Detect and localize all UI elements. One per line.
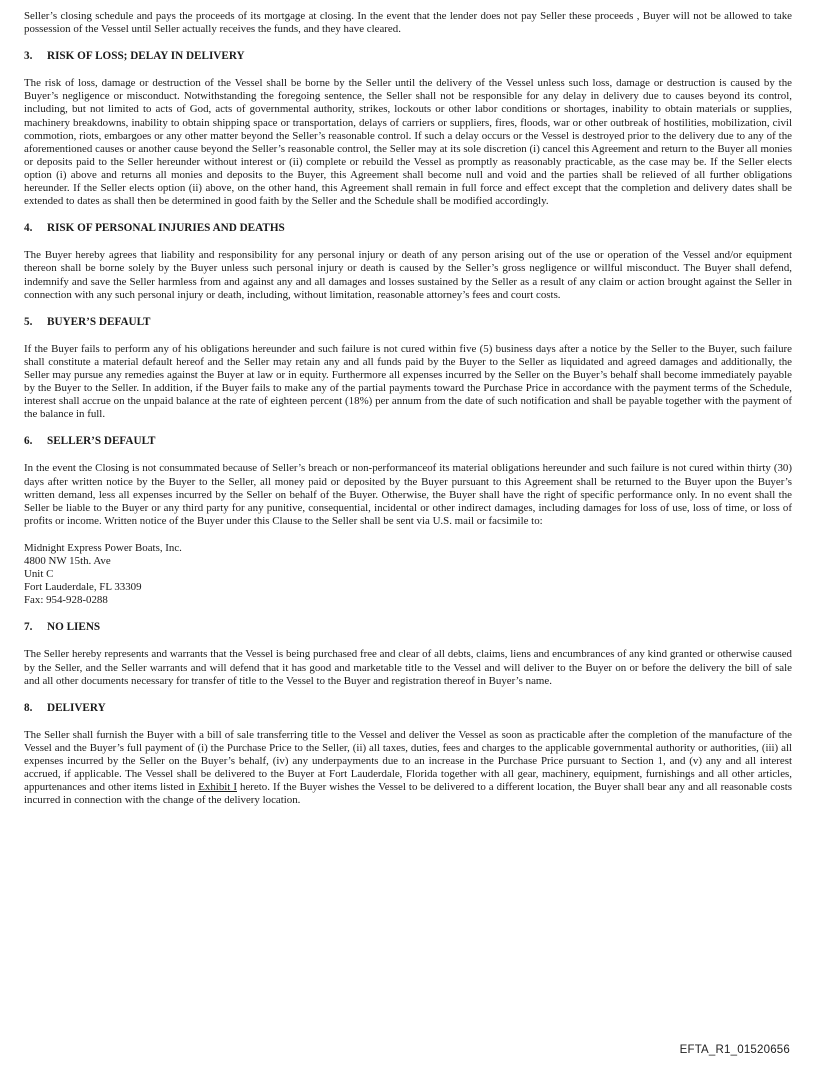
section-number: 5.: [24, 315, 33, 328]
section-number: 4.: [24, 222, 33, 235]
section-7-body: The Seller hereby represents and warrants that the Vessel is being purchased free and clear of all debts, claims, liens and encumbrances of any kind granted or otherwise caused by the Seller, and the Seller warrants and will defend that it has good and marketable title to the Vessel and will deliver to the Buyer on or before the delivery the bill of sale and all other documents necessary for transfer of title to the Vessel to the Buyer and registration thereof in Buyer’s name.: [24, 648, 792, 687]
section-5-heading: [24, 316, 792, 329]
section-title: SELLER’S DEFAULT: [47, 435, 156, 448]
document-id-footer: EFTA_R1_01520656: [679, 1044, 790, 1056]
section-title: BUYER’S DEFAULT: [47, 315, 151, 328]
section-number: 6.: [24, 435, 33, 448]
section-8-text-part1: The Seller shall furnish the Buyer with a bill of sale transferring title to the Vessel and deliver the Vessel as soon as practicable after the completion of the manufacture of the Vessel and the Buyer’s full payment of (i) the Purchase Price to the Seller, (ii) all taxes, duties, fees and charges to the applicable governmental authority or authorities, (iii) all expenses incurred by the Seller on the Buyer’s behalf, (iv) any underpayments due to an increase in the Purchase Price pursuant to Section 1, and (v) any and all interest accrued, if applicable. The Vessel shall be delivered to the Buyer at Fort Lauderdale, Florida together with all gear, machinery, equipment, furnishings and all other articles, appurtenances and other items listed in: [24, 728, 792, 794]
section-8-heading: [24, 702, 792, 715]
section-number: 7.: [24, 621, 33, 634]
section-7-heading: [24, 621, 792, 634]
notice-address-block: [24, 542, 792, 607]
address-city: Fort Lauderdale, FL 33309: [24, 581, 142, 594]
section-8-text-part2: hereto. If the Buyer wishes the Vessel to be delivered to a different location, the Buyer shall bear any and all reasonable costs incurred in connection with the change of the delivery location.: [24, 781, 792, 807]
section-3-body: The risk of loss, damage or destruction of the Vessel shall be borne by the Seller until the delivery of the Vessel unless such loss, damage or destruction is caused by the Buyer’s negligence or misconduct. Notwithstanding the foregoing sentence, the Seller shall not be responsible for any delay in delivery due to causes beyond its control, including, but not limited to acts of God, acts of governmental authority, strikes, lockouts or other labor conditions or shortages, inability to obtain materials or supplies, machinery breakdowns, inability to obtain shipping space or transportation, delays of carriers or suppliers, fires, floods, war or other outbreak of hostilities, mobilization, civil commotion, riots, embargoes or any other matter beyond the Seller’s reasonable control. If such a delay occurs or the Vessel is destroyed prior to the delivery due to any of the aforementioned causes or another cause beyond the Seller’s reasonable control, the Seller may at its sole discretion (i) cancel this Agreement and return to the Buyer all monies or deposits paid to the Seller hereunder without interest or (ii) complete or rebuild the Vessel as promptly as reasonably practicable, as the case may be. If the Seller elects option (i) above and returns all monies and deposits to the Buyer, this Agreement shall become null and void and the parties shall be relieved of all further obligations hereunder. If the Seller elects option (ii) above, on the other hand, this Agreement shall remain in full force and effect except that the completion and delivery dates shall be extended to dates as shall then be determined in good faith by the Seller and the Schedule shall be modified accordingly.: [24, 77, 792, 208]
section-number: 3.: [24, 50, 33, 63]
section-5-body: If the Buyer fails to perform any of his obligations hereunder and such failure is not cured within five (5) business days after a notice by the Seller to the Buyer, such failure shall constitute a material default hereof and the Seller may retain any and all funds paid by the Buyer to the Seller as liquidated and agreed damages and additionally, the Seller may pursue any remedies against the Buyer at law or in equity. Furthermore all expenses incurred by the Seller on the Buyer’s behalf shall become immediately payable by the Buyer to the Seller. In addition, if the Buyer fails to make any of the partial payments toward the Purchase Price in accordance with the payment terms of the Schedule, interest shall accrue on the unpaid balance at the rate of eighteen percent (18%) per annum from the date of such notification and shall be payable together with the payment of the balance in full.: [24, 342, 792, 421]
address-street: 4800 NW 15th. Ave: [24, 555, 111, 567]
address-fax: Fax: 954-928-0288: [24, 594, 108, 607]
section-title: NO LIENS: [47, 621, 101, 634]
section-number: 8.: [24, 701, 33, 714]
document-page: [24, 10, 792, 807]
section-3-heading: [24, 50, 792, 63]
section-title: RISK OF LOSS; DELAY IN DELIVERY: [47, 50, 245, 63]
section-4-heading: [24, 222, 792, 235]
section-6-heading: [24, 435, 792, 448]
section-4-body: The Buyer hereby agrees that liability and responsibility for any personal injury or death of any person arising out of the use or operation of the Vessel and/or equipment thereon shall be borne solely by the Buyer unless such personal injury or death is caused by the Seller’s gross negligence or willful misconduct. The Buyer shall defend, indemnify and save the Seller harmless from and against any and all damages and losses sustained by the Seller as a result of any claim or action brought against the Seller in connection with any such personal injury or death, including, without limitation, reasonable attorney’s fees and court costs.: [24, 249, 792, 301]
section-title: RISK OF PERSONAL INJURIES AND DEATHS: [47, 222, 285, 235]
section-title: DELIVERY: [47, 701, 106, 714]
section-6-body: In the event the Closing is not consummated because of Seller’s breach or non-performanceof its material obligations hereunder and such failure is not cured within thirty (30) days after written notice by the Buyer to the Seller, all money paid or deposited by the Buyer pursuant to this Agreement shall be returned to the Buyer upon the Buyer’s written demand, less all expenses incurred by the Seller on behalf of the Buyer. Otherwise, the Buyer shall have the right of specific performance only. In no event shall the Seller be liable to the Buyer or any third party for any punitive, consequential, incidental or other indirect damages, including damages for loss of use, loss of time, or loss of profits or income. Written notice of the Buyer under this Clause to the Seller shall be sent via U.S. mail or facsimile to:: [24, 462, 792, 527]
address-company: Midnight Express Power Boats, Inc.: [24, 541, 182, 554]
intro-paragraph: Seller’s closing schedule and pays the proceeds of its mortgage at closing. In the event that the lender does not pay Seller these proceeds , Buyer will not be allowed to take possession of the Vessel until Seller actually receives the funds, and they have cleared.: [24, 10, 792, 36]
address-unit: Unit C: [24, 568, 54, 581]
section-8-body: [24, 729, 792, 808]
exhibit-reference: Exhibit I: [198, 781, 237, 794]
